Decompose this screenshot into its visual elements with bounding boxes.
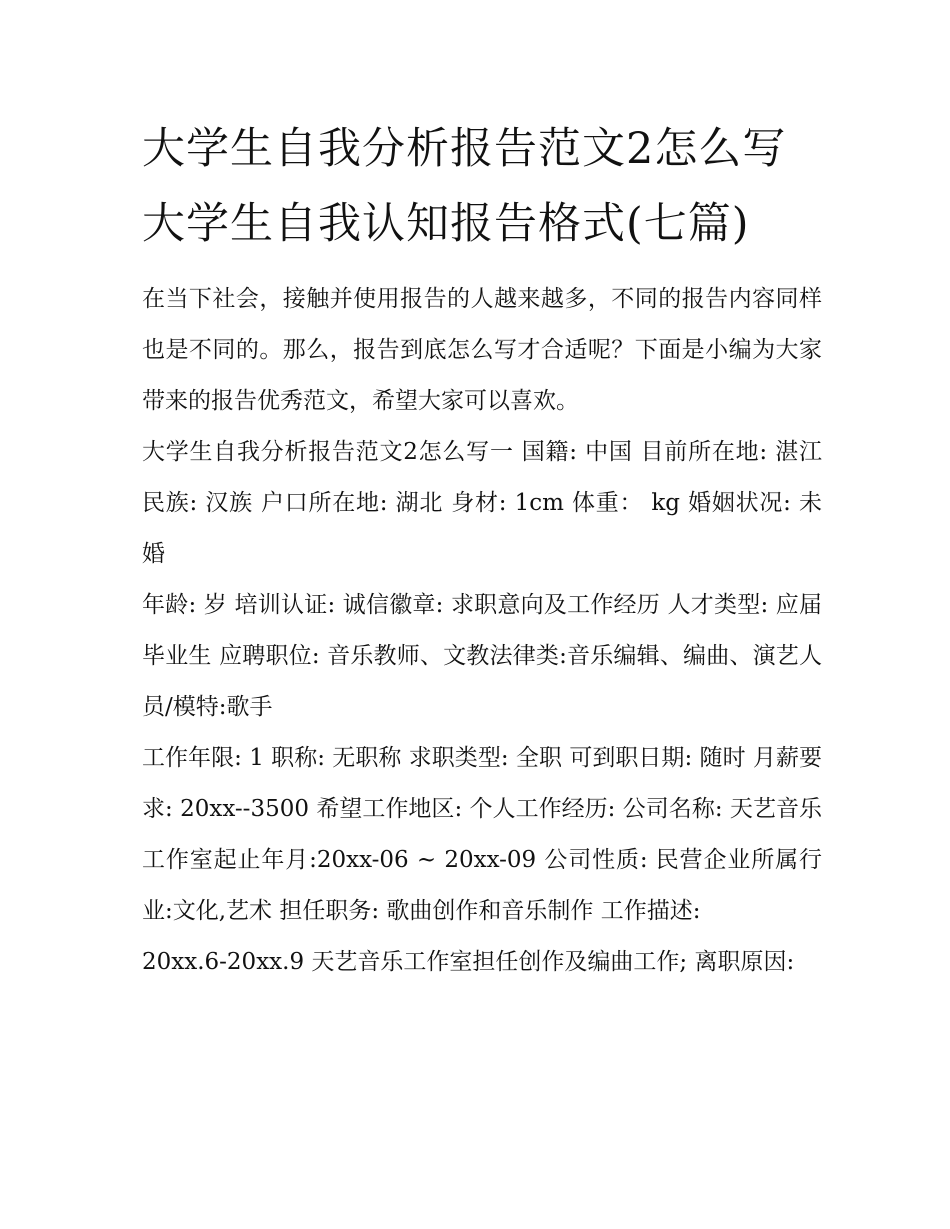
document-title: 大学生自我分析报告范文2怎么写 大学生自我认知报告格式(七篇) [142,124,787,249]
personal-info-paragraph: 大学生自我分析报告范文2怎么写一 国籍: 中国 目前所在地: 湛江 民族: 汉族 户口所在地: 湖北 身材: 1cm 体重： kg 婚姻状况: 未婚 [142,439,822,567]
job-intent-paragraph: 年龄: 岁 培训认证: 诚信徽章: 求职意向及工作经历 人才类型: 应届毕业生 应聘职位: 音乐教师、文教法律类:音乐编辑、编曲、演艺人员/模特:歌手 [142,592,822,720]
work-experience-paragraph: 工作年限: 1 职称: 无职称 求职类型: 全职 可到职日期: 随时 月薪要求: 20xx--3500 希望工作地区: 个人工作经历: 公司名称: 天艺音乐工作室起止年月:20xx-06 ~ 20xx-09 公司性质: 民营企业所属行业:文化,艺术 担任职务: 歌曲创作和音乐制作 工作描述: [142,745,822,924]
intro-paragraph: 在当下社会，接触并使用报告的人越来越多，不同的报告内容同样也是不同的。那么，报告到底怎么写才合适呢？下面是小编为大家带来的报告优秀范文，希望大家可以喜欢。 [142,286,822,414]
work-history-paragraph: 20xx.6-20xx.9 天艺音乐工作室担任创作及编曲工作; 离职原因: [142,949,795,975]
document-page [142,112,822,988]
